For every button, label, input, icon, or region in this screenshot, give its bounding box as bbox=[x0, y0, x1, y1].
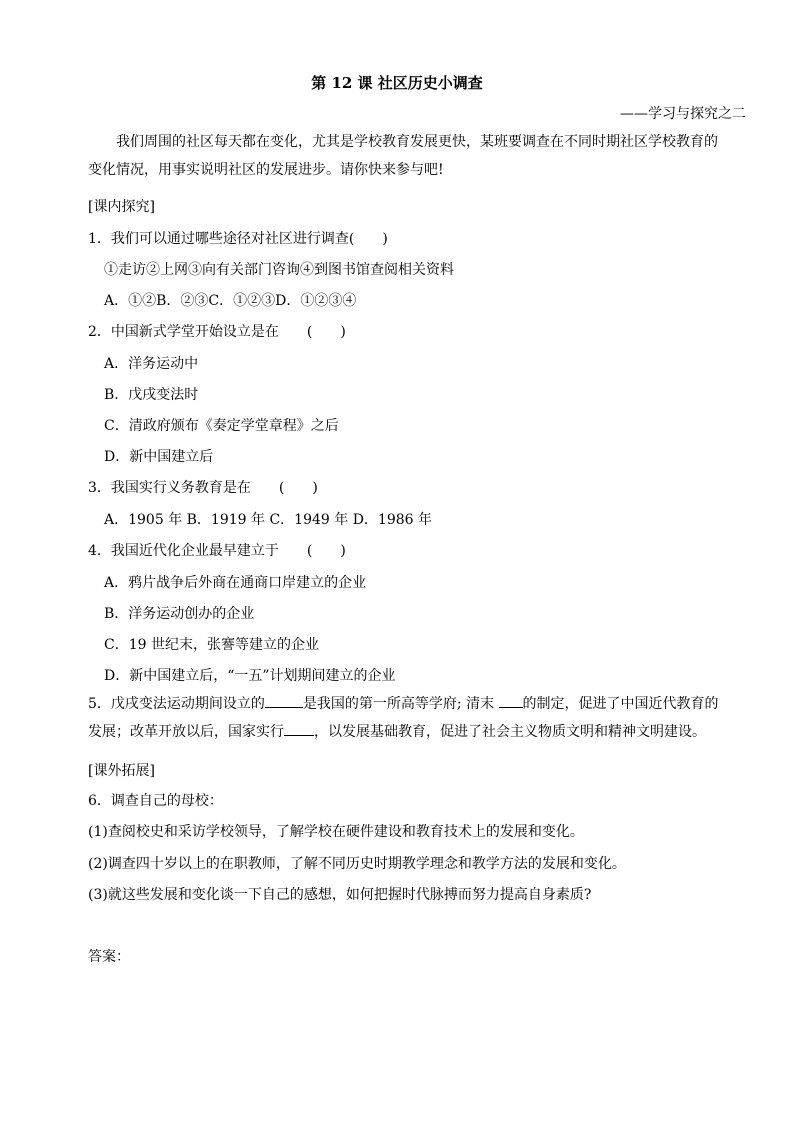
question-4-option-d: D．新中国建立后，“一五”计划期间建立的企业 bbox=[104, 668, 396, 684]
question-5-part-3: 的制定，促进了中国近代教育的发展；改革开放以后，国家实行 bbox=[88, 696, 719, 740]
question-2-option-a: A．洋务运动中 bbox=[104, 356, 199, 372]
question-2-option-d: D．新中国建立后 bbox=[104, 449, 214, 465]
section-extra: [课外拓展] bbox=[88, 763, 155, 779]
question-5-part-4: ，以发展基础教育，促进了社会主义物质文明和精神文明建设。 bbox=[314, 724, 706, 740]
question-6-item-3: (3)就这些发展和变化谈一下自己的感想，如何把握时代脉搏而努力提高自身素质? bbox=[88, 887, 592, 903]
question-1-options: A．①②B．②③C．①②③D．①②③④ bbox=[104, 293, 357, 309]
page-title: 第 12 课 社区历史小调查 bbox=[311, 74, 483, 92]
question-4-option-c: C．19 世纪末，张謇等建立的企业 bbox=[104, 637, 319, 653]
question-2-stem: 2．中国新式学堂开始设立是在 ( ) bbox=[88, 324, 346, 340]
question-5-part-2: 是我国的第一所高等学府; 清末 bbox=[302, 696, 499, 712]
answer-label: 答案： bbox=[88, 949, 130, 965]
question-1-stem: 1．我们可以通过哪些途径对社区进行调查( ) bbox=[88, 231, 388, 247]
question-4-option-b: B．洋务运动创办的企业 bbox=[104, 606, 255, 622]
question-2-option-c: C．清政府颁布《奏定学堂章程》之后 bbox=[104, 418, 339, 434]
question-6-item-2: (2)调查四十岁以上的在职教师，了解不同历史时期教学理念和教学方法的发展和变化。 bbox=[88, 856, 626, 872]
question-5-part-1: 5．戊戌变法运动期间设立的 bbox=[88, 696, 265, 712]
question-4-stem: 4．我国近代化企业最早建立于 ( ) bbox=[88, 543, 346, 559]
question-2-option-b: B．戊戌变法时 bbox=[104, 387, 199, 403]
question-5 bbox=[88, 690, 728, 746]
intro-paragraph: 我们周围的社区每天都在变化，尤其是学校教育发展更快，某班要调查在不同时期社区学校教育的变化情况，用事实说明社区的发展进步。请你快来参与吧! bbox=[88, 134, 718, 178]
question-6-stem: 6．调查自己的母校： bbox=[88, 793, 223, 809]
section-in-class: [课内探究] bbox=[88, 199, 155, 215]
question-3-options: A．1905 年 B．1919 年 C．1949 年 D．1986 年 bbox=[104, 512, 433, 528]
question-3-stem: 3．我国实行义务教育是在 ( ) bbox=[88, 480, 318, 496]
fill-blank-3[interactable] bbox=[284, 721, 314, 736]
fill-blank-1[interactable] bbox=[265, 693, 303, 708]
question-4-option-a: A．鸦片战争后外商在通商口岸建立的企业 bbox=[104, 575, 367, 591]
page-subtitle: ——学习与探究之二 bbox=[620, 106, 746, 122]
question-1-items: ①走访②上网③向有关部门咨询④到图书馆查阅相关资料 bbox=[104, 262, 454, 278]
fill-blank-2[interactable] bbox=[499, 693, 523, 708]
question-6-item-1: (1)查阅校史和采访学校领导，了解学校在硬件建设和教育技术上的发展和变化。 bbox=[88, 824, 584, 840]
